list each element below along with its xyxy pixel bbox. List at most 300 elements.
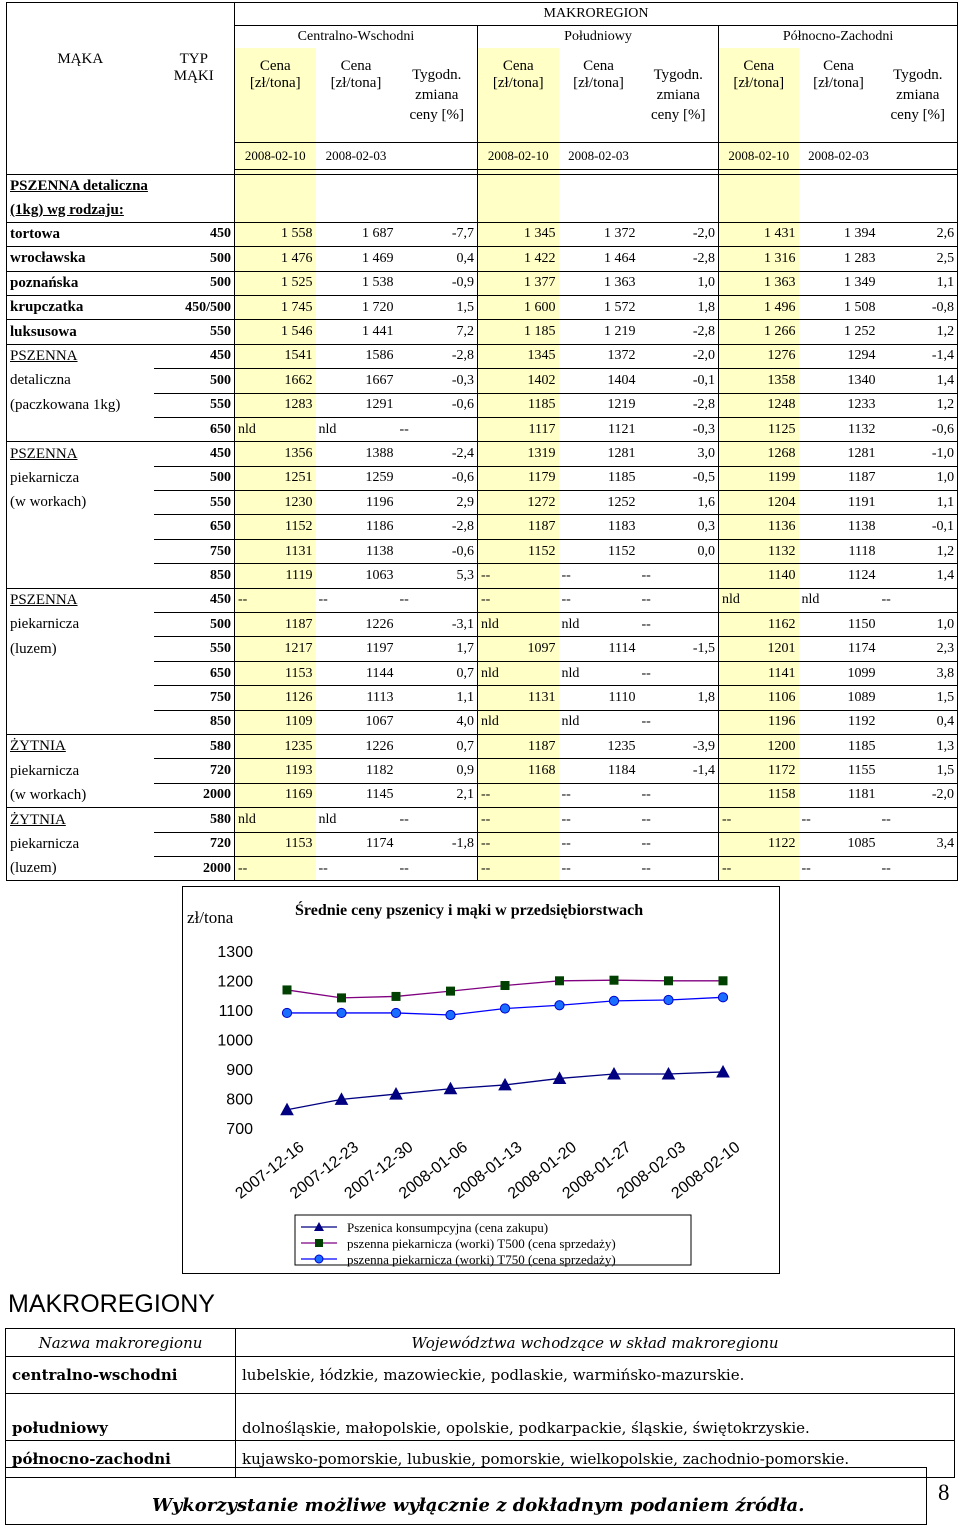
cell-value: 1186	[366, 519, 394, 535]
y-axis-label: zł/tona	[187, 908, 234, 927]
flour-type: 500	[210, 250, 231, 266]
row-name: luksusowa	[10, 323, 77, 340]
date-prev: 2008-02-03	[568, 148, 629, 163]
data-point	[337, 1008, 346, 1017]
y-tick-label: 1200	[217, 973, 253, 991]
table-row	[7, 808, 958, 832]
region-row	[6, 1357, 955, 1394]
page-number: 8	[938, 1480, 950, 1505]
cell-value: 1158	[768, 787, 796, 803]
col-region-name: Nazwa makroregionu	[38, 1334, 203, 1352]
cena-header: Cena	[823, 58, 854, 74]
cell-value: -1,8	[451, 836, 474, 852]
y-tick-label: 1300	[217, 944, 253, 961]
tyg-zmiana: zmiana	[656, 87, 700, 103]
cell-value: 1204	[767, 494, 796, 510]
cell-value: --	[641, 592, 651, 608]
cell-value: 1291	[365, 397, 394, 413]
cell-value: --	[561, 787, 571, 803]
date-current: 2008-02-10	[728, 148, 790, 163]
cell-value: 1217	[284, 641, 313, 657]
table-row	[7, 491, 958, 515]
cell-value: -2,8	[451, 348, 474, 364]
cell-value: 1319	[527, 445, 556, 461]
x-tick-label: 2007-12-16	[232, 1138, 308, 1203]
cell-value: 1 745	[281, 299, 313, 315]
group-label: (w workach)	[10, 786, 87, 803]
data-point	[446, 1010, 455, 1019]
group-label: PSZENNA	[10, 348, 78, 365]
flour-type: 750	[210, 689, 231, 705]
cell-value: --	[881, 592, 891, 608]
flour-type: 580	[210, 811, 231, 827]
group-label: piekarnicza	[10, 762, 80, 779]
cell-value: 1,0	[697, 275, 715, 291]
cell-value: 1268	[767, 445, 796, 461]
cell-value: 1388	[365, 445, 394, 461]
legend-label: pszenna piekarnicza (worki) T750 (cena sprzedaży)	[347, 1252, 616, 1267]
cell-value: 1 441	[362, 324, 394, 340]
cell-value: 1152	[608, 543, 636, 559]
cell-value: nld	[318, 811, 337, 827]
cell-value: 1226	[365, 616, 394, 632]
cell-value: 1 316	[764, 250, 796, 266]
y-tick-label: 700	[226, 1121, 253, 1138]
cell-value: 5,3	[456, 567, 474, 583]
table-row	[7, 734, 958, 758]
data-point	[664, 995, 673, 1004]
cell-value: 1196	[366, 494, 394, 510]
row-name: tortowa	[10, 225, 60, 242]
cell-value: 4,0	[456, 714, 474, 730]
table-row	[7, 588, 958, 612]
cell-value: 1,5	[456, 299, 474, 315]
tyg-ceny: ceny [%]	[890, 107, 946, 123]
cell-value: nld	[481, 665, 499, 681]
cell-value: --	[722, 860, 732, 876]
tyg-zmiana: zmiana	[896, 87, 940, 103]
date-prev: 2008-02-03	[325, 148, 387, 163]
cell-value: -2,8	[692, 324, 715, 340]
table-row	[7, 515, 958, 539]
cell-value: -0,3	[451, 372, 474, 388]
cell-value: 1136	[768, 519, 796, 535]
y-tick-label: 1000	[217, 1032, 253, 1050]
region-name: centralno-wschodni	[12, 1366, 178, 1384]
cell-value: 1 476	[281, 250, 313, 266]
table-row	[7, 710, 958, 734]
cell-value: 1 508	[844, 299, 876, 315]
cell-value: 1,4	[936, 567, 955, 583]
cell-value: --	[399, 811, 409, 827]
tyg-zmiana: zmiana	[415, 87, 459, 103]
cell-value: 1 252	[844, 324, 876, 340]
data-point	[717, 1066, 729, 1077]
cell-value: 1126	[285, 689, 313, 705]
y-tick-label: 900	[226, 1062, 253, 1079]
cell-value: 1131	[528, 689, 556, 705]
region-voivodeships: kujawsko-pomorskie, lubuskie, pomorskie, wielkopolskie, zachodnio-pomorskie.	[242, 1450, 850, 1468]
cena-unit: [zł/tona]	[330, 75, 382, 91]
data-point	[609, 996, 618, 1005]
cell-value: 1183	[608, 519, 636, 535]
cell-value: -0,9	[451, 275, 474, 291]
cell-value: 1340	[847, 372, 876, 388]
cell-value: 1 720	[362, 299, 394, 315]
cell-value: 1,8	[697, 689, 715, 705]
cell-value: --	[641, 665, 651, 681]
cell-value: 1230	[284, 494, 313, 510]
cell-value: -1,4	[931, 348, 955, 364]
section-title: PSZENNA detaliczna	[10, 178, 148, 195]
table-row	[7, 637, 958, 661]
cell-value: --	[318, 860, 328, 876]
cell-value: 1235	[607, 738, 636, 754]
cell-value: -7,7	[451, 226, 474, 242]
cell-value: 1153	[285, 665, 313, 681]
cell-value: nld	[722, 592, 740, 608]
cell-value: 1,5	[936, 763, 955, 779]
price-table	[6, 2, 958, 881]
x-tick-label: 2008-01-13	[450, 1138, 526, 1203]
cell-value: 1193	[285, 763, 313, 779]
flour-type: 650	[210, 421, 231, 437]
cell-value: 1 546	[281, 324, 313, 340]
table-row	[7, 344, 958, 368]
cell-value: 0,3	[697, 519, 715, 535]
table-row	[7, 686, 958, 710]
cell-value: 0,4	[456, 250, 474, 266]
cell-value: 1 372	[604, 226, 636, 242]
cell-value: -0,6	[931, 421, 955, 437]
cell-value: 0,9	[456, 763, 474, 779]
cell-value: 1 283	[844, 250, 876, 266]
cell-value: 1152	[285, 519, 313, 535]
cell-value: 1201	[767, 641, 796, 657]
cell-value: 1099	[847, 665, 876, 681]
cell-value: 0,0	[697, 543, 715, 559]
cell-value: 1404	[607, 372, 636, 388]
cell-value: --	[399, 421, 409, 437]
cell-value: --	[238, 592, 248, 608]
makroregiony-title: MAKROREGIONY	[8, 1290, 215, 1318]
cell-value: --	[641, 836, 651, 852]
cena-header: Cena	[340, 58, 372, 74]
flour-type: 500	[210, 275, 231, 291]
cell-value: 1 377	[524, 275, 556, 291]
cell-value: 1276	[767, 348, 796, 364]
group-label: (w workach)	[10, 494, 87, 511]
cell-value: 1356	[284, 445, 313, 461]
section-subtitle: (1kg) wg rodzaju:	[10, 201, 124, 218]
cena-unit: [zł/tona]	[813, 75, 864, 91]
cell-value: 1199	[768, 470, 796, 486]
x-tick-label: 2008-02-03	[614, 1138, 689, 1203]
cell-value: 1117	[528, 421, 556, 437]
data-point	[610, 976, 618, 984]
flour-type: 850	[210, 567, 231, 583]
cell-value: nld	[238, 421, 256, 437]
cell-value: 1109	[285, 714, 313, 730]
col-maka-header: MĄKA	[57, 51, 104, 67]
cell-value: -0,5	[692, 470, 715, 486]
cena-header: Cena	[583, 58, 614, 74]
cell-value: 1089	[847, 689, 876, 705]
region-header: Południowy	[564, 29, 632, 44]
cell-value: --	[481, 567, 491, 583]
data-point	[719, 977, 727, 985]
cell-value: nld	[561, 665, 580, 681]
cell-value: nld	[801, 592, 820, 608]
cell-value: --	[881, 811, 891, 827]
cell-value: 1118	[848, 543, 876, 559]
data-point	[447, 987, 455, 995]
legend-label: Pszenica konsumpcyjna (cena zakupu)	[347, 1220, 549, 1235]
cell-value: 1 687	[362, 226, 394, 242]
cell-value: --	[481, 836, 491, 852]
cell-value: 1586	[365, 348, 394, 364]
cell-value: 1 394	[844, 226, 876, 242]
cell-value: 1,1	[936, 494, 955, 510]
table-row	[7, 247, 958, 271]
cena-unit: [zł/tona]	[573, 75, 624, 91]
cell-value: 1131	[285, 543, 313, 559]
date-prev: 2008-02-03	[808, 148, 869, 163]
cell-value: 1,5	[936, 689, 955, 705]
col-typ-header-2: MĄKI	[173, 68, 214, 84]
cell-value: 3,0	[697, 445, 715, 461]
cell-value: 1 558	[281, 226, 313, 242]
group-label: (luzem)	[10, 859, 57, 876]
cell-value: --	[238, 860, 248, 876]
data-point	[501, 982, 509, 990]
cell-value: --	[801, 811, 811, 827]
cell-value: 1,0	[936, 470, 955, 486]
cell-value: 1184	[608, 763, 636, 779]
row-label	[7, 295, 154, 319]
cell-value: --	[881, 860, 891, 876]
cell-value: 1168	[528, 763, 556, 779]
cell-value: --	[641, 714, 651, 730]
cell-value: 1113	[366, 689, 394, 705]
region-name: północno-zachodni	[12, 1450, 171, 1468]
footer-text: Wykorzystanie możliwe wyłącznie z dokładnym podaniem źródła.	[152, 1495, 805, 1516]
group-label: detaliczna	[10, 372, 71, 389]
x-tick-label: 2007-12-30	[341, 1138, 417, 1203]
cell-value: -2,8	[451, 519, 474, 535]
col-region-voiv: Województwa wchodzące w skład makroregionu	[411, 1334, 779, 1352]
cell-value: 1,0	[936, 616, 955, 632]
cell-value: 1182	[366, 763, 394, 779]
cell-value: -2,4	[451, 445, 474, 461]
group-label: piekarnicza	[10, 469, 80, 486]
cell-value: 1,2	[936, 324, 955, 340]
cell-value: 1,8	[697, 299, 715, 315]
cell-value: 1185	[608, 470, 636, 486]
x-tick-label: 2008-01-20	[505, 1138, 580, 1203]
cell-value: 1125	[768, 421, 796, 437]
cell-value: 1181	[848, 787, 876, 803]
cell-value: 1063	[365, 567, 394, 583]
cell-value: 1085	[847, 836, 876, 852]
cell-value: 1185	[528, 397, 556, 413]
cena-unit: [zł/tona]	[733, 75, 785, 91]
cell-value: 2,5	[936, 250, 955, 266]
cell-value: 1251	[284, 470, 313, 486]
cell-value: 1233	[847, 397, 876, 413]
legend-marker	[315, 1239, 323, 1247]
flour-type: 720	[210, 836, 231, 852]
cell-value: --	[561, 567, 571, 583]
cell-value: 1 464	[604, 250, 636, 266]
cell-value: 1124	[848, 567, 876, 583]
cell-value: 1144	[366, 665, 394, 681]
row-name: poznańska	[10, 274, 79, 291]
table-row	[7, 466, 958, 490]
cell-value: --	[318, 592, 328, 608]
table-row	[7, 783, 958, 807]
table-row	[7, 661, 958, 685]
cell-value: 1132	[848, 421, 876, 437]
cell-value: 7,2	[456, 324, 474, 340]
cell-value: 1 349	[844, 275, 876, 291]
cena-header: Cena	[502, 58, 534, 74]
cena-unit: [zł/tona]	[492, 75, 544, 91]
cell-value: 1174	[848, 641, 876, 657]
x-tick-label: 2008-01-27	[559, 1138, 635, 1203]
flour-type: 450	[210, 592, 231, 608]
cell-value: 1196	[768, 714, 796, 730]
data-point	[500, 1004, 509, 1013]
cell-value: 1,7	[456, 641, 474, 657]
row-name: krupczatka	[10, 299, 84, 316]
cell-value: 1172	[768, 763, 796, 779]
legend-label: pszenna piekarnicza (worki) T500 (cena sprzedaży)	[347, 1236, 616, 1251]
cell-value: -0,1	[931, 519, 955, 535]
flour-type: 450	[210, 445, 231, 461]
group-label: PSZENNA	[10, 445, 78, 462]
col-typ-header: TYP	[179, 51, 208, 67]
cell-value: 2,9	[456, 494, 474, 510]
cell-value: 1138	[366, 543, 394, 559]
cell-value: 1187	[285, 616, 313, 632]
flour-type: 550	[210, 324, 231, 340]
cell-value: 1 345	[524, 226, 556, 242]
cell-value: -1,4	[692, 763, 715, 779]
flour-type: 2000	[203, 787, 231, 803]
cell-value: 1,1	[456, 689, 474, 705]
cell-value: 3,8	[936, 665, 955, 681]
cell-value: 1541	[284, 348, 313, 364]
region-row	[6, 1394, 955, 1441]
cell-value: -0,1	[692, 372, 715, 388]
cell-value: 1 525	[281, 275, 313, 291]
cell-value: 0,7	[456, 665, 474, 681]
cell-value: 1140	[768, 567, 796, 583]
table-row	[7, 564, 958, 588]
cell-value: --	[481, 787, 491, 803]
cell-value: 1179	[528, 470, 556, 486]
cell-value: 1 572	[604, 299, 636, 315]
data-point	[665, 977, 673, 985]
cell-value: 1 431	[764, 226, 796, 242]
group-label: (luzem)	[10, 640, 57, 657]
cell-value: 1226	[365, 738, 394, 754]
cell-value: 1187	[848, 470, 876, 486]
cell-value: 1 219	[604, 324, 636, 340]
date-current: 2008-02-10	[244, 148, 306, 163]
cell-value: --	[481, 592, 491, 608]
cell-value: 0,4	[936, 714, 955, 730]
cell-value: --	[641, 567, 651, 583]
cell-value: -0,6	[451, 397, 474, 413]
cell-value: --	[481, 860, 491, 876]
cell-value: 3,4	[936, 836, 955, 852]
cell-value: 1187	[528, 519, 556, 535]
cell-value: 1185	[848, 738, 876, 754]
cell-value: 1667	[365, 372, 394, 388]
table-row	[7, 832, 958, 856]
cell-value: -0,6	[451, 470, 474, 486]
cell-value: 1200	[767, 738, 796, 754]
date-current: 2008-02-10	[487, 148, 549, 163]
cell-value: 1 363	[604, 275, 636, 291]
cell-value: --	[722, 811, 732, 827]
cena-header: Cena	[259, 58, 291, 74]
table-row	[7, 271, 958, 295]
cell-value: nld	[481, 714, 499, 730]
cell-value: 1283	[284, 397, 313, 413]
cell-value: 1152	[528, 543, 556, 559]
table-row	[7, 539, 958, 563]
flour-type: 550	[210, 494, 231, 510]
x-tick-label: 2007-12-23	[287, 1138, 362, 1203]
table-row	[7, 442, 958, 466]
flour-type: 550	[210, 397, 231, 413]
cell-value: 1 422	[524, 250, 556, 266]
data-point	[392, 992, 400, 1000]
cell-value: --	[801, 860, 811, 876]
cell-value: 1119	[285, 567, 313, 583]
cell-value: -0,3	[692, 421, 715, 437]
region-header-row	[6, 1329, 955, 1357]
cell-value: -2,0	[692, 226, 715, 242]
group-label: piekarnicza	[10, 616, 80, 633]
cell-value: 1252	[607, 494, 636, 510]
cell-value: 2,1	[456, 787, 474, 803]
cell-value: 1,6	[697, 494, 715, 510]
region-header: Centralno-Wschodni	[297, 29, 415, 44]
cell-value: 1097	[527, 641, 556, 657]
flour-type: 500	[210, 616, 231, 632]
cell-value: 1138	[848, 519, 876, 535]
cell-value: -2,0	[931, 787, 955, 803]
flour-type: 750	[210, 543, 231, 559]
x-tick-label: 2008-01-06	[396, 1138, 471, 1203]
cell-value: -3,9	[692, 738, 715, 754]
data-point	[283, 986, 291, 994]
region-voivodeships: lubelskie, łódzkie, mazowieckie, podlaskie, warmińsko-mazurskie.	[242, 1366, 745, 1384]
series-line	[287, 1072, 723, 1110]
y-tick-label: 1100	[218, 1003, 253, 1020]
cell-value: --	[641, 811, 651, 827]
cell-value: 1145	[366, 787, 394, 803]
tyg-ceny: ceny [%]	[650, 107, 706, 123]
table-row	[7, 856, 958, 880]
flour-type: 580	[210, 738, 231, 754]
footer-note	[5, 1467, 927, 1525]
cell-value: --	[561, 860, 571, 876]
